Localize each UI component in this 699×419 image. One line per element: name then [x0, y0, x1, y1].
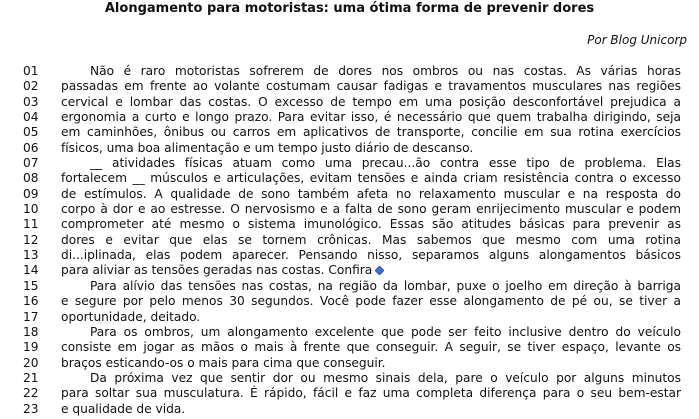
text-line: [0, 356, 699, 371]
line-text: [61, 371, 681, 386]
line-text-content: di...iplinada, elas podem aparecer. Pensando nisso, separamos alguns alongamentos básicos: [61, 248, 681, 263]
line-text: [61, 248, 681, 263]
line-number: 22: [23, 386, 39, 401]
line-number: 18: [23, 324, 39, 339]
line-number: 05: [23, 125, 39, 140]
line-text: [61, 325, 681, 340]
line-text-content: dores e evitar que elas se tornem crônicas. Mas sabemos que mesmo com uma rotina: [61, 232, 681, 247]
line-text: [61, 294, 681, 309]
line-number: 19: [23, 340, 39, 355]
text-line: [0, 279, 699, 294]
line-text-content: braços esticando-os o mais para cima que conseguir.: [61, 355, 386, 370]
line-text: [61, 279, 681, 294]
line-number: 08: [23, 171, 39, 186]
line-text: [61, 263, 681, 278]
line-number: 11: [23, 217, 39, 232]
text-line: [0, 110, 699, 125]
line-text-content: oportunidade, deitado.: [61, 309, 201, 324]
text-line: [0, 141, 699, 156]
line-text-content: passadas em frente ao volante costumam causar fadigas e travamentos musculares nas regiões: [61, 79, 681, 94]
line-text: [61, 233, 681, 248]
line-text: [61, 356, 681, 371]
article-byline: Por Blog Unicorp: [587, 33, 687, 47]
line-text-content: fortalecem __ músculos e articulações, evitam tensões e ainda criam resistência contra o excesso: [61, 171, 681, 186]
line-number: 09: [23, 186, 39, 201]
text-line: [0, 171, 699, 186]
text-line: [0, 156, 699, 171]
line-text-content: consiste em jogar as mãos o mais à frente que conseguir. A seguir, se tiver espaço, levante os: [61, 340, 681, 355]
line-text-content: Da próxima vez que sentir dor ou mesmo sinais dela, pare o veículo por alguns minutos: [90, 370, 681, 385]
line-text-content: __ atividades físicas atuam como uma precau...ão contra esse tipo de problema. Elas: [90, 156, 681, 171]
line-text: [61, 202, 681, 217]
text-line: [0, 386, 699, 401]
line-number: 07: [23, 156, 39, 171]
line-text-content: Para os ombros, um alongamento excelente que pode ser feito inclusive dentro do veículo: [90, 324, 681, 339]
line-text-content: Não é raro motoristas sofrerem de dores nos ombros ou nas costas. As várias horas: [90, 64, 681, 78]
line-number: 23: [23, 401, 39, 416]
line-text: [61, 171, 681, 186]
line-text: [61, 125, 681, 140]
text-line: [0, 371, 699, 386]
line-number: 03: [23, 94, 39, 109]
line-text-content: cervical e lombar das costas. O excesso de tempo em uma posição desconfortável prejudica a: [61, 94, 681, 109]
line-number: 13: [23, 248, 39, 263]
text-line: [0, 340, 699, 355]
line-text: [61, 64, 681, 79]
line-text-content: de estímulos. A qualidade de sono também afeta no relaxamento muscular e na resposta do: [61, 186, 681, 201]
text-line: [0, 125, 699, 140]
line-number: 02: [23, 79, 39, 94]
line-text-content: e segure por pelo menos 30 segundos. Você pode fazer esse alongamento de pé ou, se tiver a: [61, 294, 681, 309]
blue-diamond-icon: [375, 266, 384, 275]
line-text: [61, 217, 681, 232]
line-text: [61, 187, 681, 202]
line-number: 16: [23, 294, 39, 309]
line-text-content: para aliviar as tensões geradas nas costas. Confira: [61, 263, 373, 278]
line-text-content: corpo à dor e ao estresse. O nervosismo e a falta de sono geram enrijecimento muscular e podem: [61, 202, 681, 217]
line-number: 12: [23, 232, 39, 247]
line-text-content: Para alívio das tensões nas costas, na região da lombar, puxe o joelho em direção à barriga: [90, 278, 681, 293]
line-text: [61, 79, 681, 94]
text-line: [0, 233, 699, 248]
line-number: 06: [23, 140, 39, 155]
line-text: [61, 310, 681, 325]
line-number: 21: [23, 370, 39, 385]
text-line: [0, 248, 699, 263]
text-line: [0, 402, 699, 417]
line-number: 17: [23, 309, 39, 324]
line-text: [61, 386, 681, 401]
line-number: 20: [23, 355, 39, 370]
line-text: [61, 340, 681, 355]
numbered-text-body: [0, 64, 699, 417]
line-text-content: para soltar sua musculatura. É rápido, fácil e faz uma completa diferença para o seu bem-estar: [61, 386, 681, 401]
text-line: [0, 294, 699, 309]
line-number: 04: [23, 110, 39, 125]
line-text: [61, 402, 681, 417]
line-text: [61, 156, 681, 171]
line-number: 14: [23, 263, 39, 278]
line-text-content: físicos, uma boa alimentação e um tempo justo diário de descanso.: [61, 140, 474, 155]
text-line: [0, 202, 699, 217]
line-text-content: comprometer até mesmo o sistema imunológico. Essas são atitudes básicas para prevenir as: [61, 217, 681, 232]
line-text: [61, 110, 681, 125]
text-line: [0, 217, 699, 232]
article-title: Alongamento para motoristas: uma ótima forma de prevenir dores: [104, 1, 595, 16]
line-text-content: em caminhões, ônibus ou carros em aplicativos de transporte, concilie em sua rotina exercícios: [61, 125, 681, 140]
line-text: [61, 141, 681, 156]
text-line: [0, 263, 699, 278]
line-text-content: e qualidade de vida.: [61, 401, 186, 416]
text-line: [0, 310, 699, 325]
line-number: 15: [23, 278, 39, 293]
text-line: [0, 64, 699, 79]
text-line: [0, 95, 699, 110]
line-text: [61, 95, 681, 110]
text-line: [0, 325, 699, 340]
line-number: 01: [23, 64, 39, 78]
line-text-content: ergonomia a curto e longo prazo. Para evitar isso, é necessário que quem trabalha dirigindo, seja: [61, 110, 681, 125]
text-line: [0, 79, 699, 94]
line-number: 10: [23, 202, 39, 217]
text-line: [0, 187, 699, 202]
